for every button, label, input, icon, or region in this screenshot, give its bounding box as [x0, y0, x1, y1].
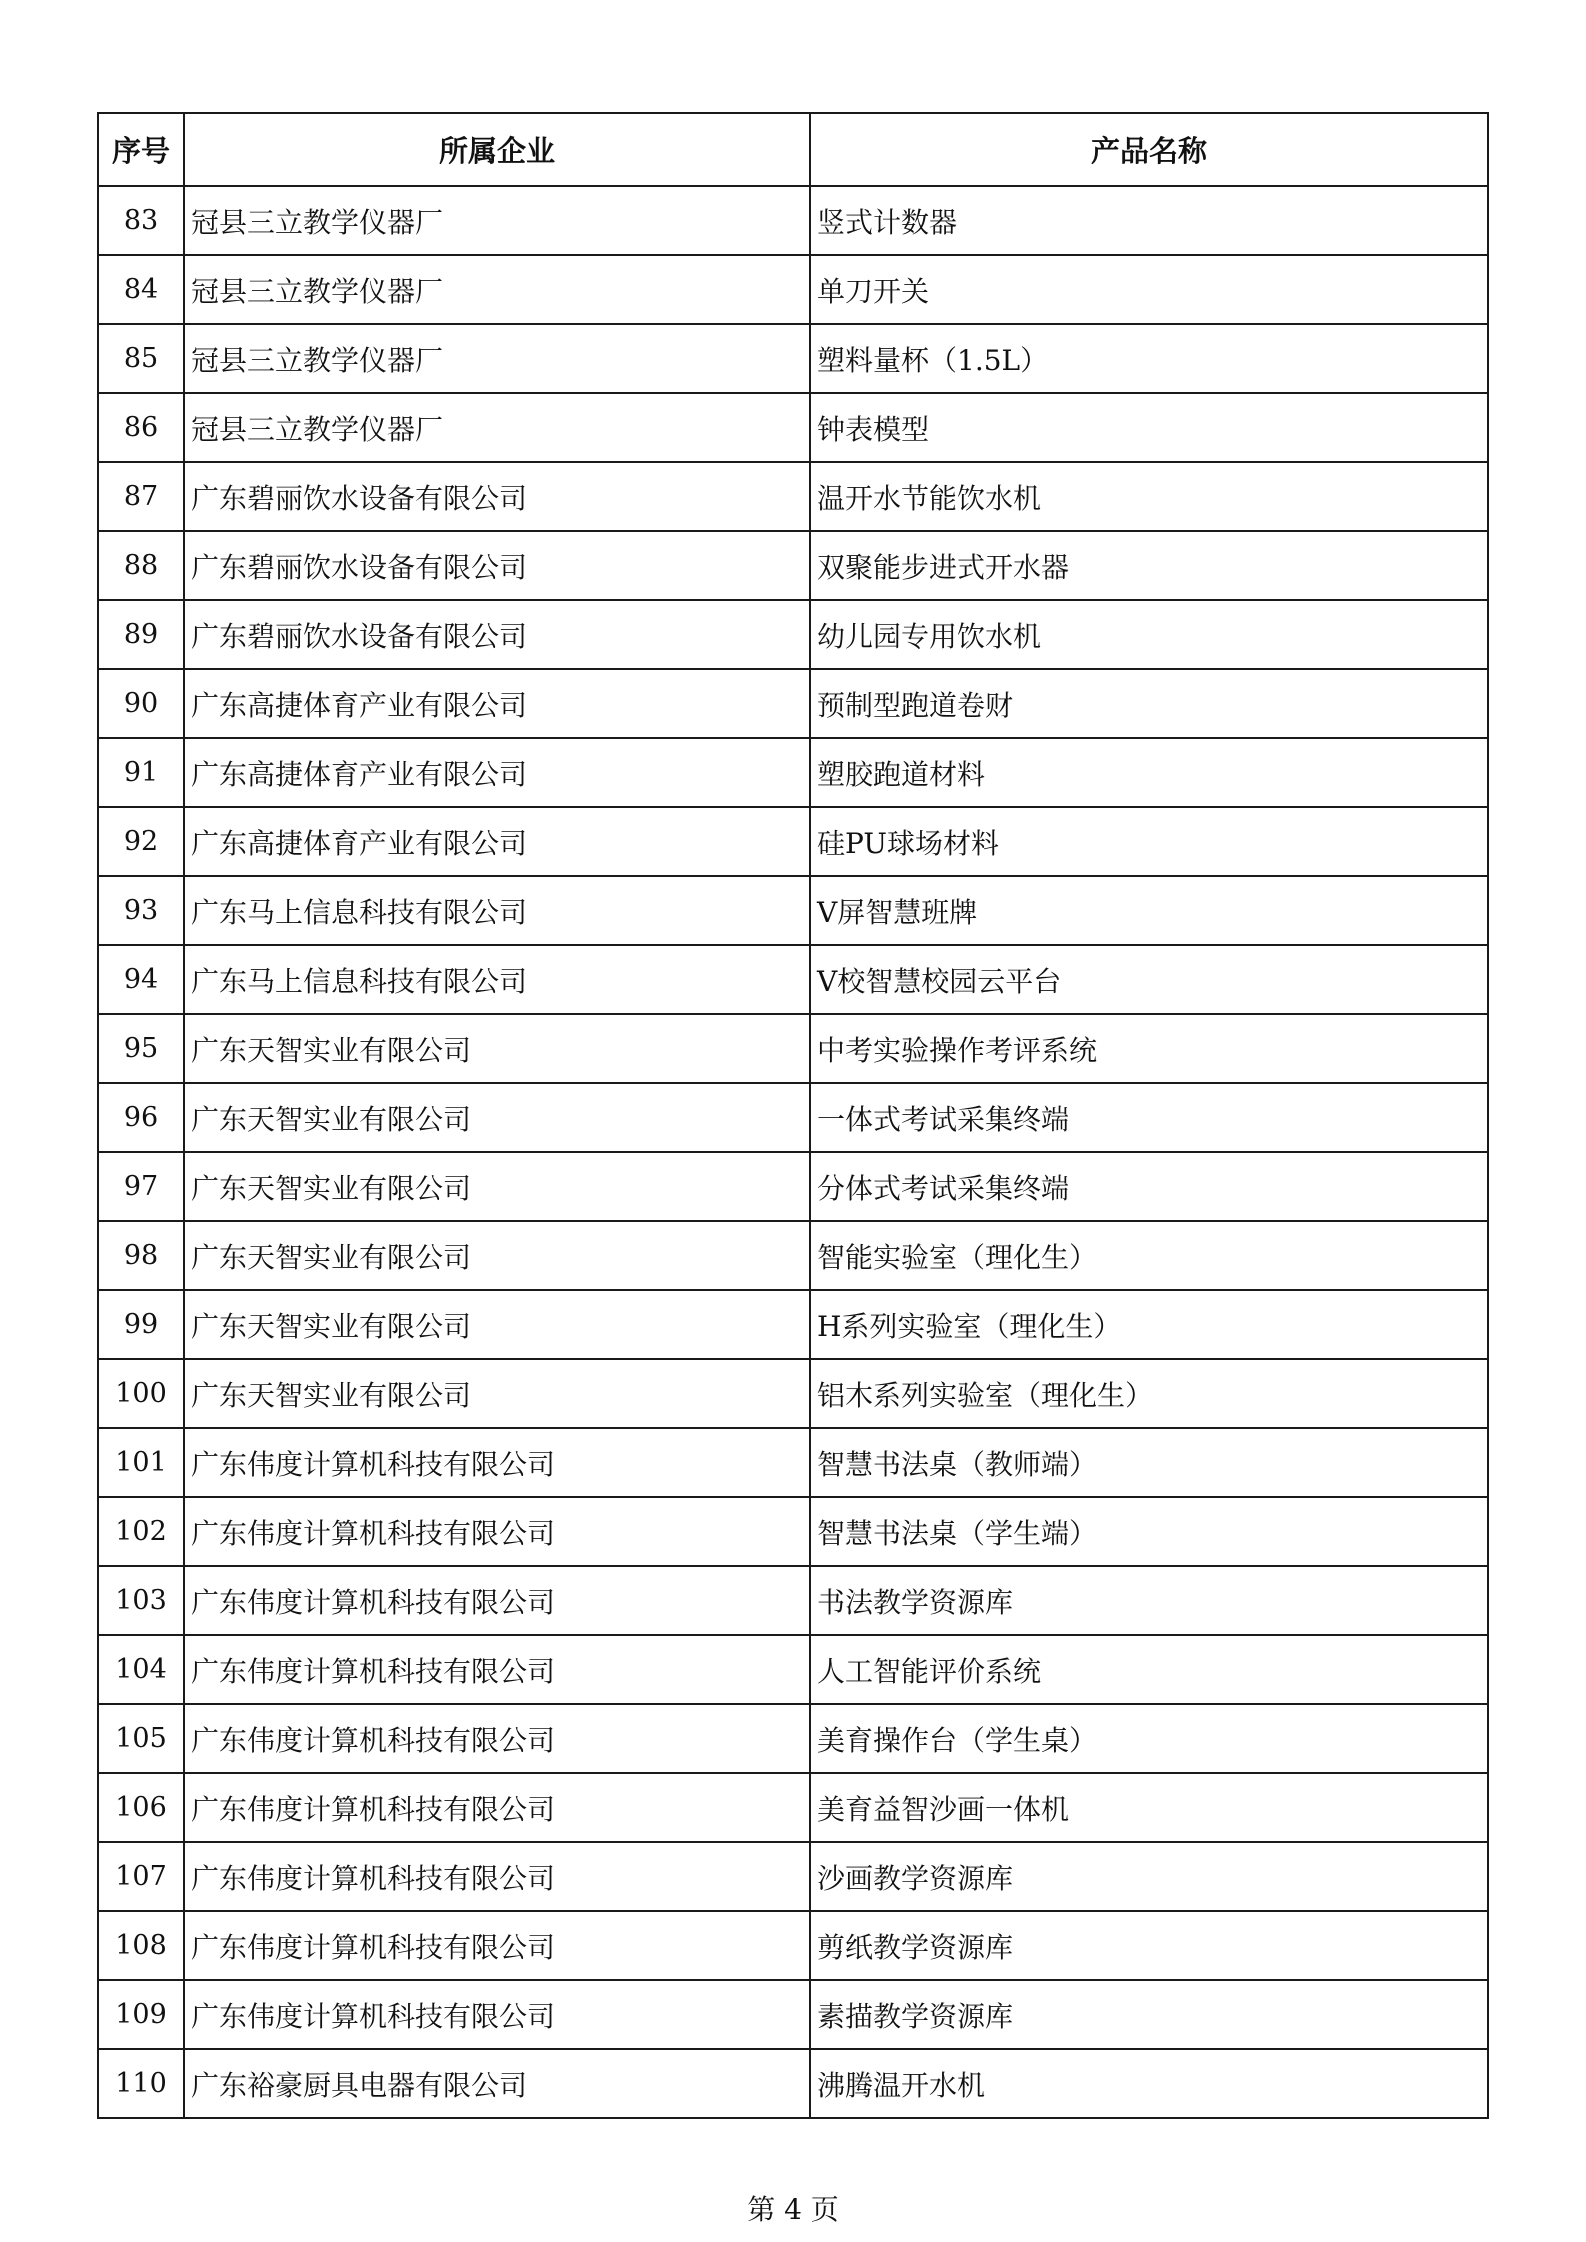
product-name-cell: 竖式计数器 [810, 186, 1488, 255]
row-number-cell: 108 [98, 1911, 184, 1980]
row-number-cell: 85 [98, 324, 184, 393]
row-number-cell: 84 [98, 255, 184, 324]
enterprise-cell: 广东碧丽饮水设备有限公司 [184, 531, 810, 600]
enterprise-cell: 冠县三立教学仪器厂 [184, 324, 810, 393]
table-row [98, 1980, 1488, 2049]
enterprise-cell: 广东天智实业有限公司 [184, 1359, 810, 1428]
table-row [98, 1842, 1488, 1911]
table-row [98, 1497, 1488, 1566]
product-name-cell: 塑料量杯（1.5L） [810, 324, 1488, 393]
table-row [98, 1290, 1488, 1359]
product-name-cell: 幼儿园专用饮水机 [810, 600, 1488, 669]
product-name-cell: 沸腾温开水机 [810, 2049, 1488, 2118]
product-name-cell: 沙画教学资源库 [810, 1842, 1488, 1911]
enterprise-cell: 广东伟度计算机科技有限公司 [184, 1566, 810, 1635]
product-name-cell: 温开水节能饮水机 [810, 462, 1488, 531]
table-row [98, 600, 1488, 669]
row-number-cell: 98 [98, 1221, 184, 1290]
enterprise-cell: 广东马上信息科技有限公司 [184, 876, 810, 945]
enterprise-cell: 广东天智实业有限公司 [184, 1152, 810, 1221]
row-number-cell: 101 [98, 1428, 184, 1497]
table-row [98, 738, 1488, 807]
product-name-cell: V屏智慧班牌 [810, 876, 1488, 945]
row-number-cell: 94 [98, 945, 184, 1014]
product-name-cell: 美育操作台（学生桌） [810, 1704, 1488, 1773]
product-name-cell: 智慧书法桌（学生端） [810, 1497, 1488, 1566]
enterprise-cell: 广东碧丽饮水设备有限公司 [184, 462, 810, 531]
table-row [98, 945, 1488, 1014]
row-number-cell: 95 [98, 1014, 184, 1083]
enterprise-cell: 广东伟度计算机科技有限公司 [184, 1980, 810, 2049]
enterprise-cell: 冠县三立教学仪器厂 [184, 255, 810, 324]
table-row [98, 669, 1488, 738]
row-number-cell: 102 [98, 1497, 184, 1566]
row-number-cell: 105 [98, 1704, 184, 1773]
table-row [98, 1359, 1488, 1428]
table-row [98, 1014, 1488, 1083]
table-row [98, 1083, 1488, 1152]
enterprise-cell: 广东伟度计算机科技有限公司 [184, 1773, 810, 1842]
enterprise-cell: 广东伟度计算机科技有限公司 [184, 1428, 810, 1497]
row-number-cell: 103 [98, 1566, 184, 1635]
row-number-cell: 97 [98, 1152, 184, 1221]
product-name-cell: 人工智能评价系统 [810, 1635, 1488, 1704]
row-number-cell: 92 [98, 807, 184, 876]
enterprise-cell: 广东天智实业有限公司 [184, 1014, 810, 1083]
enterprise-cell: 广东高捷体育产业有限公司 [184, 669, 810, 738]
product-name-cell: 硅PU球场材料 [810, 807, 1488, 876]
table-row [98, 1911, 1488, 1980]
table-row [98, 1566, 1488, 1635]
product-name-cell: 美育益智沙画一体机 [810, 1773, 1488, 1842]
table-row [98, 876, 1488, 945]
enterprise-cell: 广东天智实业有限公司 [184, 1221, 810, 1290]
product-name-cell: 塑胶跑道材料 [810, 738, 1488, 807]
table-body [98, 186, 1488, 2118]
header-product: 产品名称 [810, 113, 1488, 186]
product-name-cell: 铝木系列实验室（理化生） [810, 1359, 1488, 1428]
table-row [98, 1221, 1488, 1290]
table-header-row [98, 113, 1488, 186]
enterprise-cell: 广东马上信息科技有限公司 [184, 945, 810, 1014]
product-name-cell: 一体式考试采集终端 [810, 1083, 1488, 1152]
table-row [98, 255, 1488, 324]
product-name-cell: 智慧书法桌（教师端） [810, 1428, 1488, 1497]
enterprise-cell: 广东伟度计算机科技有限公司 [184, 1911, 810, 1980]
table-row [98, 2049, 1488, 2118]
header-enterprise: 所属企业 [184, 113, 810, 186]
table-row [98, 462, 1488, 531]
row-number-cell: 96 [98, 1083, 184, 1152]
row-number-cell: 106 [98, 1773, 184, 1842]
row-number-cell: 110 [98, 2049, 184, 2118]
header-number: 序号 [98, 113, 184, 186]
product-name-cell: 智能实验室（理化生） [810, 1221, 1488, 1290]
table-row [98, 531, 1488, 600]
product-list-table [97, 112, 1489, 2119]
enterprise-cell: 广东天智实业有限公司 [184, 1290, 810, 1359]
row-number-cell: 93 [98, 876, 184, 945]
product-name-cell: 单刀开关 [810, 255, 1488, 324]
product-name-cell: 剪纸教学资源库 [810, 1911, 1488, 1980]
row-number-cell: 91 [98, 738, 184, 807]
enterprise-cell: 广东碧丽饮水设备有限公司 [184, 600, 810, 669]
row-number-cell: 83 [98, 186, 184, 255]
product-name-cell: H系列实验室（理化生） [810, 1290, 1488, 1359]
table-row [98, 1704, 1488, 1773]
product-name-cell: V校智慧校园云平台 [810, 945, 1488, 1014]
enterprise-cell: 广东伟度计算机科技有限公司 [184, 1635, 810, 1704]
product-name-cell: 钟表模型 [810, 393, 1488, 462]
product-name-cell: 分体式考试采集终端 [810, 1152, 1488, 1221]
enterprise-cell: 广东伟度计算机科技有限公司 [184, 1704, 810, 1773]
table-row [98, 1428, 1488, 1497]
product-name-cell: 素描教学资源库 [810, 1980, 1488, 2049]
enterprise-cell: 冠县三立教学仪器厂 [184, 393, 810, 462]
table-row [98, 393, 1488, 462]
enterprise-cell: 冠县三立教学仪器厂 [184, 186, 810, 255]
table-row [98, 324, 1488, 393]
row-number-cell: 87 [98, 462, 184, 531]
row-number-cell: 90 [98, 669, 184, 738]
row-number-cell: 104 [98, 1635, 184, 1704]
enterprise-cell: 广东高捷体育产业有限公司 [184, 807, 810, 876]
row-number-cell: 89 [98, 600, 184, 669]
row-number-cell: 88 [98, 531, 184, 600]
page-number: 第 4 页 [747, 2193, 839, 2226]
enterprise-cell: 广东裕豪厨具电器有限公司 [184, 2049, 810, 2118]
enterprise-cell: 广东高捷体育产业有限公司 [184, 738, 810, 807]
row-number-cell: 86 [98, 393, 184, 462]
product-name-cell: 双聚能步进式开水器 [810, 531, 1488, 600]
product-name-cell: 书法教学资源库 [810, 1566, 1488, 1635]
product-name-cell: 预制型跑道卷财 [810, 669, 1488, 738]
table-row [98, 186, 1488, 255]
table-row [98, 807, 1488, 876]
row-number-cell: 100 [98, 1359, 184, 1428]
row-number-cell: 99 [98, 1290, 184, 1359]
table-row [98, 1635, 1488, 1704]
enterprise-cell: 广东伟度计算机科技有限公司 [184, 1842, 810, 1911]
enterprise-cell: 广东天智实业有限公司 [184, 1083, 810, 1152]
row-number-cell: 109 [98, 1980, 184, 2049]
enterprise-cell: 广东伟度计算机科技有限公司 [184, 1497, 810, 1566]
table-row [98, 1152, 1488, 1221]
table-row [98, 1773, 1488, 1842]
product-name-cell: 中考实验操作考评系统 [810, 1014, 1488, 1083]
row-number-cell: 107 [98, 1842, 184, 1911]
